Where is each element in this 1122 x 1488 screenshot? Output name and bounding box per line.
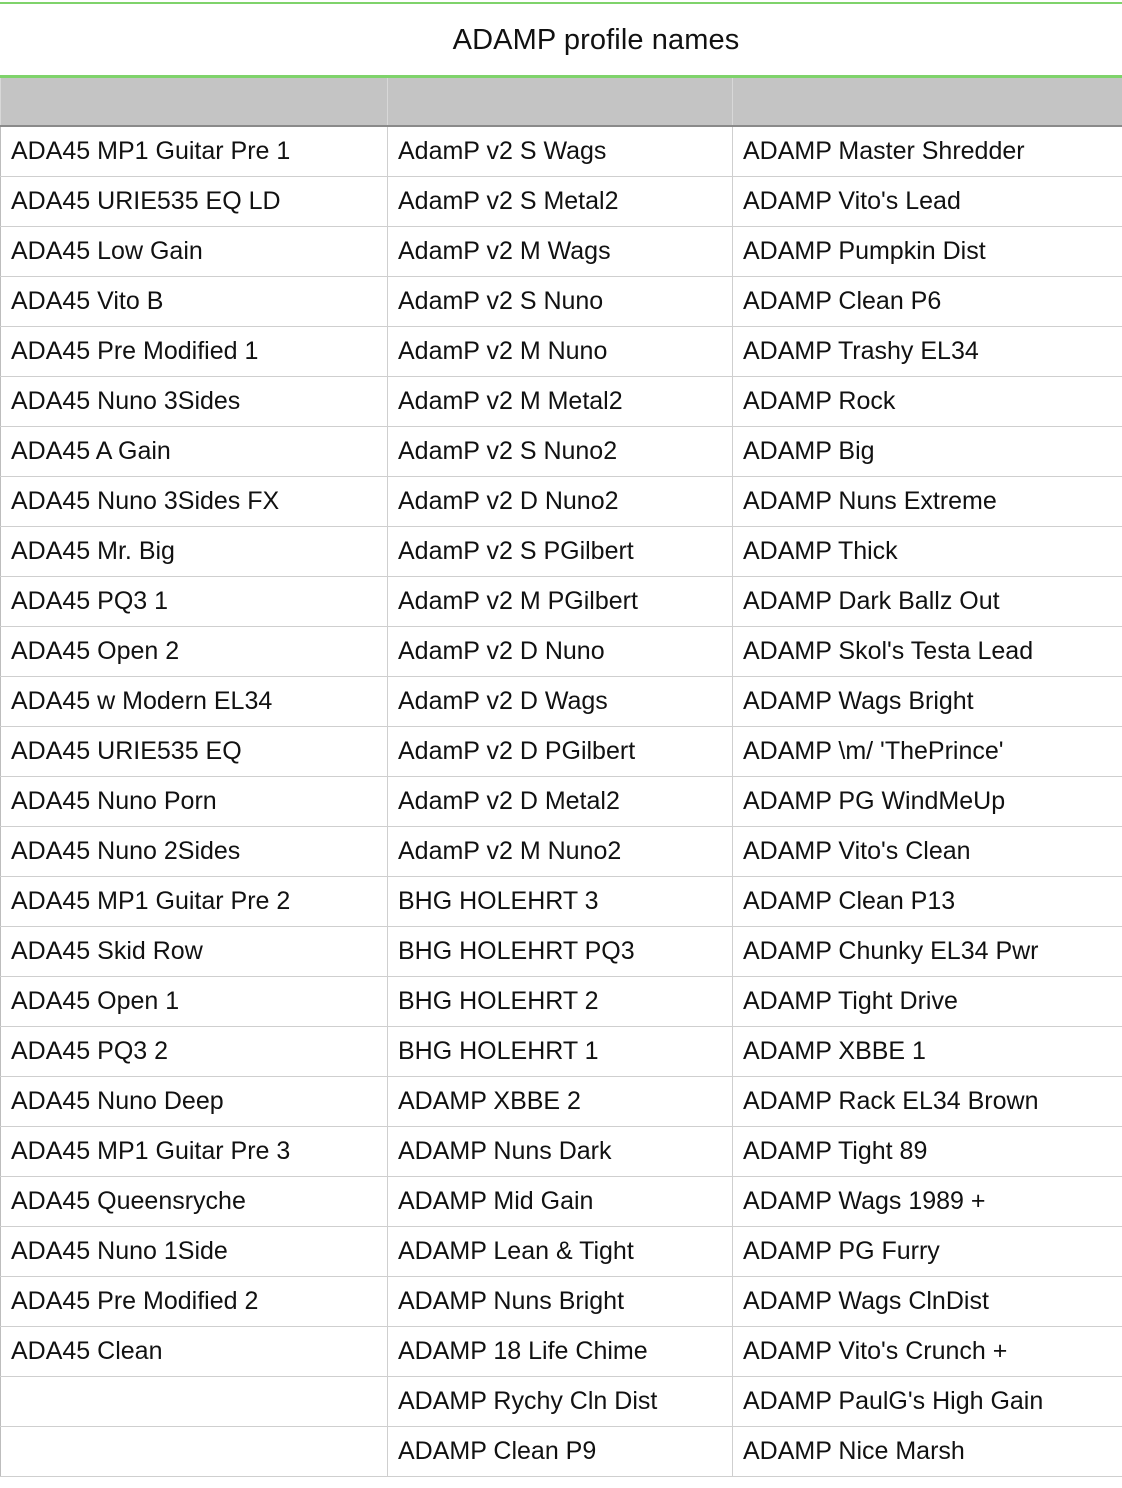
table-row [1,1327,1122,1377]
table-cell[interactable]: AdamP v2 M PGilbert [388,577,733,627]
table-cell[interactable]: ADAMP Tight Drive [733,977,1122,1027]
table-cell[interactable]: ADA45 Skid Row [1,927,388,977]
table-cell[interactable]: ADAMP PG Furry [733,1227,1122,1277]
table-cell[interactable]: ADA45 Low Gain [1,227,388,277]
table-cell[interactable]: ADAMP Trashy EL34 [733,327,1122,377]
table-cell[interactable]: ADAMP PG WindMeUp [733,777,1122,827]
table-cell[interactable]: AdamP v2 M Nuno2 [388,827,733,877]
table-cell[interactable]: ADAMP Wags 1989 + [733,1177,1122,1227]
table-cell[interactable]: AdamP v2 D Wags [388,677,733,727]
table-cell[interactable]: ADA45 Nuno Deep [1,1077,388,1127]
table-cell[interactable]: ADAMP Rack EL34 Brown [733,1077,1122,1127]
table-cell[interactable]: ADAMP Nuns Bright [388,1277,733,1327]
table-row [1,777,1122,827]
table-cell[interactable]: ADAMP Nice Marsh [733,1427,1122,1477]
table-cell[interactable]: ADAMP XBBE 2 [388,1077,733,1127]
table-cell[interactable]: AdamP v2 M Nuno [388,327,733,377]
table-cell[interactable]: ADA45 URIE535 EQ [1,727,388,777]
table-row [1,1077,1122,1127]
table-cell[interactable]: BHG HOLEHRT 2 [388,977,733,1027]
sheet-title-bar [0,4,1122,76]
table-cell[interactable]: ADAMP Vito's Lead [733,177,1122,227]
table-cell[interactable]: AdamP v2 D Nuno [388,627,733,677]
table-cell[interactable]: ADA45 Nuno 3Sides [1,377,388,427]
header-cell[interactable] [1,78,388,126]
table-cell[interactable]: ADA45 PQ3 1 [1,577,388,627]
sheet-title: ADAMP profile names [452,23,740,56]
table-cell[interactable]: ADAMP Thick [733,527,1122,577]
table-cell[interactable]: ADAMP Clean P6 [733,277,1122,327]
table-cell[interactable]: ADAMP Skol's Testa Lead [733,627,1122,677]
table-row [1,1277,1122,1327]
table-cell[interactable]: ADA45 A Gain [1,427,388,477]
table-row [1,1227,1122,1277]
table-row [1,627,1122,677]
table-row [1,1377,1122,1427]
table-cell[interactable]: AdamP v2 M Metal2 [388,377,733,427]
profile-names-table [0,78,1122,1477]
table-cell[interactable]: ADA45 Pre Modified 2 [1,1277,388,1327]
table-cell[interactable]: ADA45 Open 2 [1,627,388,677]
header-cell[interactable] [733,78,1122,126]
table-row [1,827,1122,877]
table-cell[interactable]: AdamP v2 M Wags [388,227,733,277]
table-cell[interactable]: ADAMP Vito's Clean [733,827,1122,877]
table-row [1,1027,1122,1077]
table-cell[interactable]: ADA45 Mr. Big [1,527,388,577]
table-cell[interactable]: ADAMP \m/ 'ThePrince' [733,727,1122,777]
table-body [1,126,1122,1477]
table-cell[interactable] [1,1427,388,1477]
table-row [1,1177,1122,1227]
table-row [1,677,1122,727]
table-cell[interactable]: ADAMP Rychy Cln Dist [388,1377,733,1427]
table-cell[interactable]: BHG HOLEHRT 1 [388,1027,733,1077]
table-cell[interactable]: BHG HOLEHRT 3 [388,877,733,927]
table-cell[interactable]: ADAMP Mid Gain [388,1177,733,1227]
table-cell[interactable]: ADA45 Nuno 3Sides FX [1,477,388,527]
header-row [1,78,1122,126]
table-cell[interactable]: AdamP v2 S Nuno2 [388,427,733,477]
table-cell[interactable]: ADAMP Rock [733,377,1122,427]
table-cell[interactable]: ADA45 MP1 Guitar Pre 1 [1,126,388,177]
table-row [1,927,1122,977]
table-cell[interactable]: BHG HOLEHRT PQ3 [388,927,733,977]
table-cell[interactable]: AdamP v2 S Wags [388,126,733,177]
table-cell[interactable]: AdamP v2 S PGilbert [388,527,733,577]
table-cell[interactable]: ADAMP Big [733,427,1122,477]
table-cell[interactable]: AdamP v2 S Metal2 [388,177,733,227]
table-cell[interactable]: ADA45 Vito B [1,277,388,327]
table-row [1,277,1122,327]
table-cell[interactable]: ADAMP Lean & Tight [388,1227,733,1277]
table-cell[interactable]: ADAMP Clean P13 [733,877,1122,927]
table-row [1,427,1122,477]
table-cell[interactable]: ADAMP Vito's Crunch + [733,1327,1122,1377]
table-cell[interactable]: AdamP v2 D Metal2 [388,777,733,827]
table-cell[interactable]: ADA45 PQ3 2 [1,1027,388,1077]
table-cell[interactable]: ADA45 URIE535 EQ LD [1,177,388,227]
table-cell[interactable]: AdamP v2 D PGilbert [388,727,733,777]
table-row [1,527,1122,577]
table-cell[interactable]: ADAMP PaulG's High Gain [733,1377,1122,1427]
table-row [1,577,1122,627]
table-cell[interactable] [1,1377,388,1427]
table-cell[interactable]: AdamP v2 S Nuno [388,277,733,327]
table-row [1,727,1122,777]
table-cell[interactable]: ADAMP XBBE 1 [733,1027,1122,1077]
table-row [1,177,1122,227]
table-cell[interactable]: AdamP v2 D Nuno2 [388,477,733,527]
table-cell[interactable]: ADA45 MP1 Guitar Pre 3 [1,1127,388,1177]
table-cell[interactable]: ADAMP Nuns Extreme [733,477,1122,527]
table-row [1,1127,1122,1177]
table-cell[interactable]: ADA45 Queensryche [1,1177,388,1227]
table-row [1,126,1122,177]
table-cell[interactable]: ADA45 Nuno Porn [1,777,388,827]
header-cell[interactable] [388,78,733,126]
table-row [1,227,1122,277]
table-cell[interactable]: ADAMP Tight 89 [733,1127,1122,1177]
table-cell[interactable]: ADAMP Master Shredder [733,126,1122,177]
table-cell[interactable]: ADAMP Dark Ballz Out [733,577,1122,627]
table-cell[interactable]: ADAMP 18 Life Chime [388,1327,733,1377]
table-cell[interactable]: ADAMP Chunky EL34 Pwr [733,927,1122,977]
table-row [1,1427,1122,1477]
table-cell[interactable]: ADAMP Wags Bright [733,677,1122,727]
table-row [1,327,1122,377]
table-row [1,877,1122,927]
table-row [1,377,1122,427]
table-cell[interactable]: ADA45 Pre Modified 1 [1,327,388,377]
table-cell[interactable]: ADA45 MP1 Guitar Pre 2 [1,877,388,927]
table-cell[interactable]: ADAMP Pumpkin Dist [733,227,1122,277]
table-cell[interactable]: ADA45 w Modern EL34 [1,677,388,727]
table-cell[interactable]: ADA45 Nuno 2Sides [1,827,388,877]
table-cell[interactable]: ADA45 Clean [1,1327,388,1377]
table-cell[interactable]: ADA45 Nuno 1Side [1,1227,388,1277]
table-cell[interactable]: ADAMP Wags ClnDist [733,1277,1122,1327]
table-row [1,477,1122,527]
table-cell[interactable]: ADA45 Open 1 [1,977,388,1027]
table-cell[interactable]: ADAMP Clean P9 [388,1427,733,1477]
table-cell[interactable]: ADAMP Nuns Dark [388,1127,733,1177]
table-row [1,977,1122,1027]
